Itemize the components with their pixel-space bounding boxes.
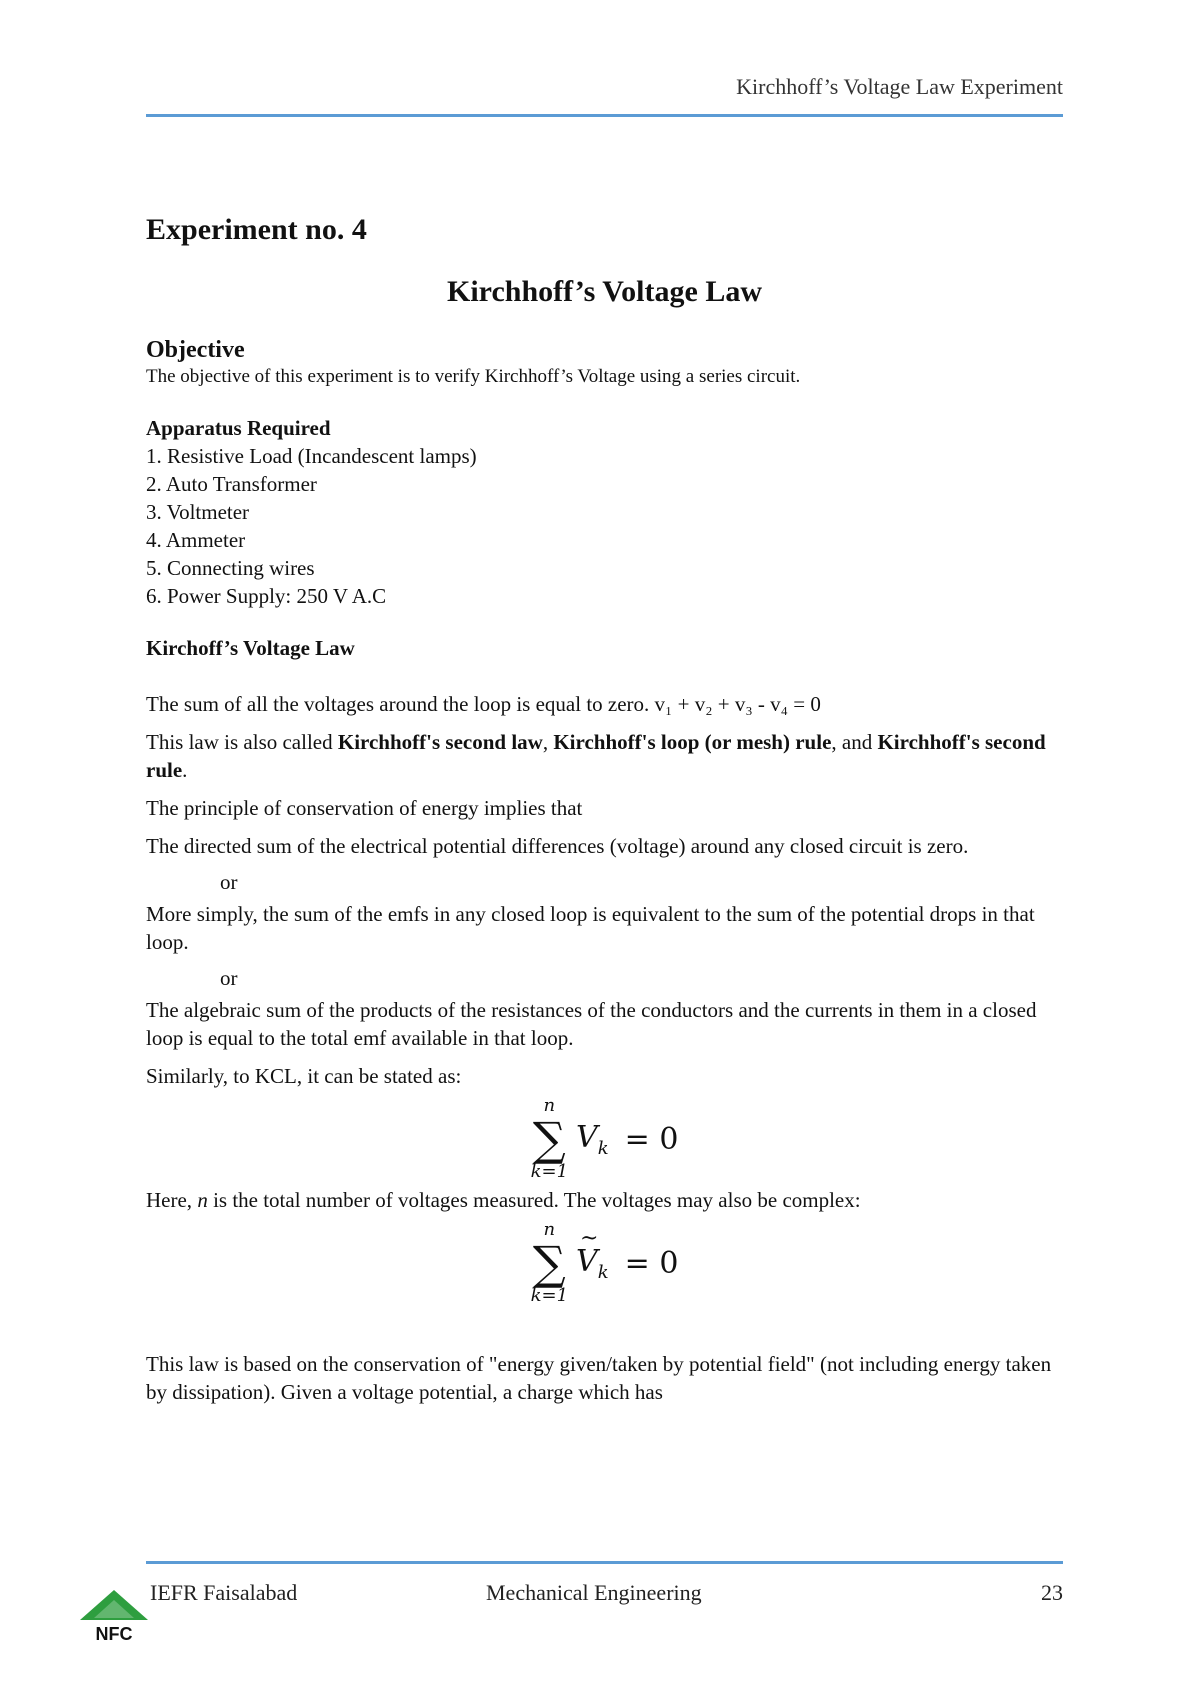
kvl-sum-statement: The sum of all the voltages around the loop is equal to zero. v₁ + v₂ + v₃ - v₄ = 0 (146, 692, 821, 716)
footer-institution: IEFR Faisalabad (150, 1580, 298, 1605)
page-number: 23 (1041, 1580, 1063, 1605)
running-header: Kirchhoff’s Voltage Law Experiment (736, 74, 1063, 99)
formula-variable: $V_k$ (576, 1119, 609, 1159)
header-rule (146, 114, 1063, 117)
list-item: 3. Voltmeter (146, 500, 250, 524)
or-separator: or (220, 966, 238, 990)
page-content (146, 210, 1063, 1406)
list-item: 2. Auto Transformer (146, 472, 317, 496)
footer-rule (146, 1561, 1063, 1564)
directed-sum-text: The directed sum of the electrical potential differences (voltage) around any closed circuit is zero. (146, 834, 969, 858)
summation-symbol: n ∑ k=1 (530, 1095, 569, 1182)
list-item: 4. Ammeter (146, 528, 246, 552)
page-title: Kirchhoff’s Voltage Law (447, 275, 762, 308)
list-item: 6. Power Supply: 250 V A.C (146, 584, 387, 608)
here-n-text: Here, n is the total number of voltages measured. The voltages may also be complex: (146, 1188, 861, 1212)
list-item: 5. Connecting wires (146, 556, 315, 580)
kvl-also-called: This law is also called Kirchhoff's second law, Kirchhoff's loop (or mesh) rule, and Kirchhoff's second rule. (146, 730, 1046, 782)
kvl-heading: Kirchoff’s Voltage Law (146, 636, 355, 660)
experiment-number: Experiment no. 4 (146, 213, 367, 246)
formula-variable: ~ $V_k$ (576, 1244, 609, 1283)
summation-symbol: n ∑ k=1 (530, 1219, 569, 1306)
list-item: 1. Resistive Load (Incandescent lamps) (146, 444, 477, 468)
kvl-formula (146, 1096, 1063, 1182)
kvl-complex-formula (146, 1220, 1063, 1306)
apparatus-list (146, 442, 1063, 610)
footer-department: Mechanical Engineering (486, 1580, 702, 1605)
svg-text:NFC: NFC (95, 1624, 133, 1644)
conservation-text: This law is based on the conservation of "energy given/taken by potential field" (not including energy taken by dissipation). Given a voltage potential, a charge which has (146, 1352, 1052, 1404)
objective-heading: Objective (146, 337, 245, 363)
term-second-law: Kirchhoff's second law (337, 730, 543, 754)
term-loop-rule: Kirchhoff's loop (or mesh) rule (553, 730, 832, 754)
or-separator: or (220, 870, 238, 894)
more-simply-text: More simply, the sum of the emfs in any closed loop is equivalent to the sum of the potential drops in that loop. (146, 902, 1035, 954)
term-second-rule: Kirchhoff's second rule (146, 730, 1046, 782)
algebraic-sum-text: The algebraic sum of the products of the resistances of the conductors and the currents in them in a closed loop is equal to the total emf available in that loop. (146, 998, 1037, 1050)
principle-text: The principle of conservation of energy implies that (146, 796, 583, 820)
similarly-text: Similarly, to KCL, it can be stated as: (146, 1064, 462, 1088)
formula-rhs: = 0 (624, 1245, 679, 1281)
formula-rhs: = 0 (624, 1121, 679, 1157)
nfc-logo (76, 1588, 152, 1644)
objective-text: The objective of this experiment is to verify Kirchhoff’s Voltage using a series circuit. (146, 366, 801, 387)
apparatus-heading: Apparatus Required (146, 416, 331, 440)
